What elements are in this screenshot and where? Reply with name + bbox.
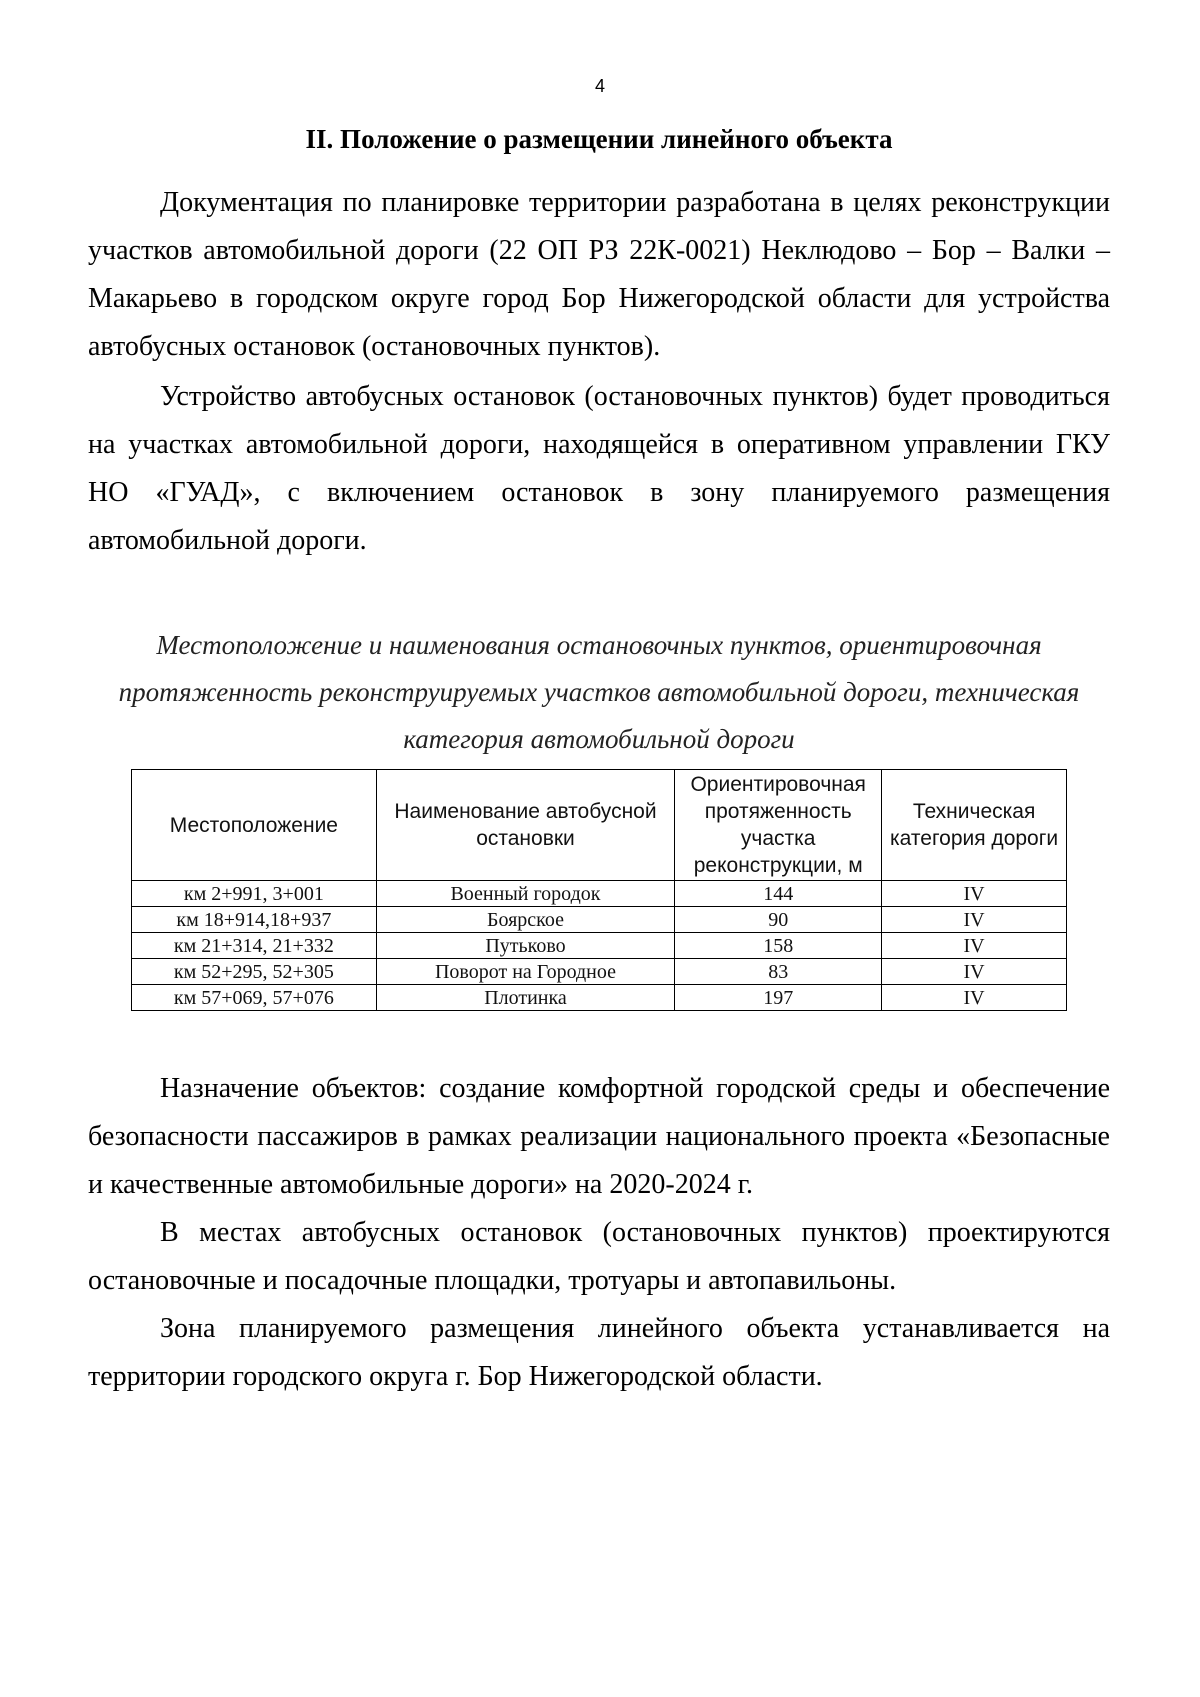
cell-stop-name: Плотинка	[376, 985, 674, 1011]
paragraph-purpose: Документация по планировке территории разработана в целях реконструкции участков автомобильной дороги (22 ОП РЗ 22К-0021) Неклюдово – Бор – Валки – Макарьево в городском округе город Бор Нижегородской области для устройства автобусных остановок (остановочных пунктов).	[88, 187, 1110, 362]
cell-length: 90	[675, 907, 882, 933]
cell-location: км 57+069, 57+076	[132, 985, 377, 1011]
cell-length: 197	[675, 985, 882, 1011]
paragraph-facilities: В местах автобусных остановок (остановочных пунктов) проектируются остановочные и посадочные площадки, тротуары и автопавильоны.	[88, 1217, 1110, 1296]
cell-length: 83	[675, 959, 882, 985]
cell-stop-name: Боярское	[376, 907, 674, 933]
cell-category: IV	[882, 985, 1067, 1011]
header-location: Местоположение	[132, 770, 377, 881]
cell-stop-name: Путьково	[376, 933, 674, 959]
paragraph-bus-stops: Устройство автобусных остановок (остановочных пунктов) будет проводиться на участках автомобильной дороги, находящейся в оперативном управлении ГКУ НО «ГУАД», с включением остановок в зону планируемого размещения автомобильной дороги.	[88, 381, 1110, 556]
table-row	[132, 881, 1067, 907]
bus-stops-table	[131, 769, 1067, 1011]
paragraph-objective: Назначение объектов: создание комфортной городской среды и обеспечение безопасности пассажиров в рамках реализации национального проекта «Безопасные и качественные автомобильные дороги» на 2020-2024 г.	[88, 1073, 1110, 1200]
table-caption-line: Местоположение и наименования остановочных пунктов, ориентировочная	[156, 630, 1042, 660]
cell-length: 158	[675, 933, 882, 959]
cell-length: 144	[675, 881, 882, 907]
cell-location: км 52+295, 52+305	[132, 959, 377, 985]
paragraph-zone: Зона планируемого размещения линейного объекта устанавливается на территории городского округа г. Бор Нижегородской области.	[88, 1313, 1110, 1392]
cell-stop-name: Поворот на Городное	[376, 959, 674, 985]
cell-category: IV	[882, 959, 1067, 985]
table-row	[132, 907, 1067, 933]
table-caption-line: протяженность реконструируемых участков автомобильной дороги, техническая	[118, 677, 1080, 707]
cell-category: IV	[882, 907, 1067, 933]
table-body	[132, 881, 1067, 1011]
cell-category: IV	[882, 933, 1067, 959]
cell-location: км 21+314, 21+332	[132, 933, 377, 959]
cell-stop-name: Военный городок	[376, 881, 674, 907]
section-heading: II. Положение о размещении линейного объекта	[305, 124, 893, 154]
header-length: Ориентировочная протяженность участка реконструкции, м	[675, 770, 882, 881]
table-row	[132, 985, 1067, 1011]
table-caption-line: категория автомобильной дороги	[403, 724, 795, 754]
header-stop-name: Наименование автобусной остановки	[376, 770, 674, 881]
table-row	[132, 959, 1067, 985]
table-row	[132, 933, 1067, 959]
header-category: Техническая категория дороги	[882, 770, 1067, 881]
table-header-row	[132, 770, 1067, 881]
table-caption	[88, 622, 1110, 763]
cell-category: IV	[882, 881, 1067, 907]
cell-location: км 2+991, 3+001	[132, 881, 377, 907]
page-number: 4	[594, 76, 605, 96]
cell-location: км 18+914,18+937	[132, 907, 377, 933]
